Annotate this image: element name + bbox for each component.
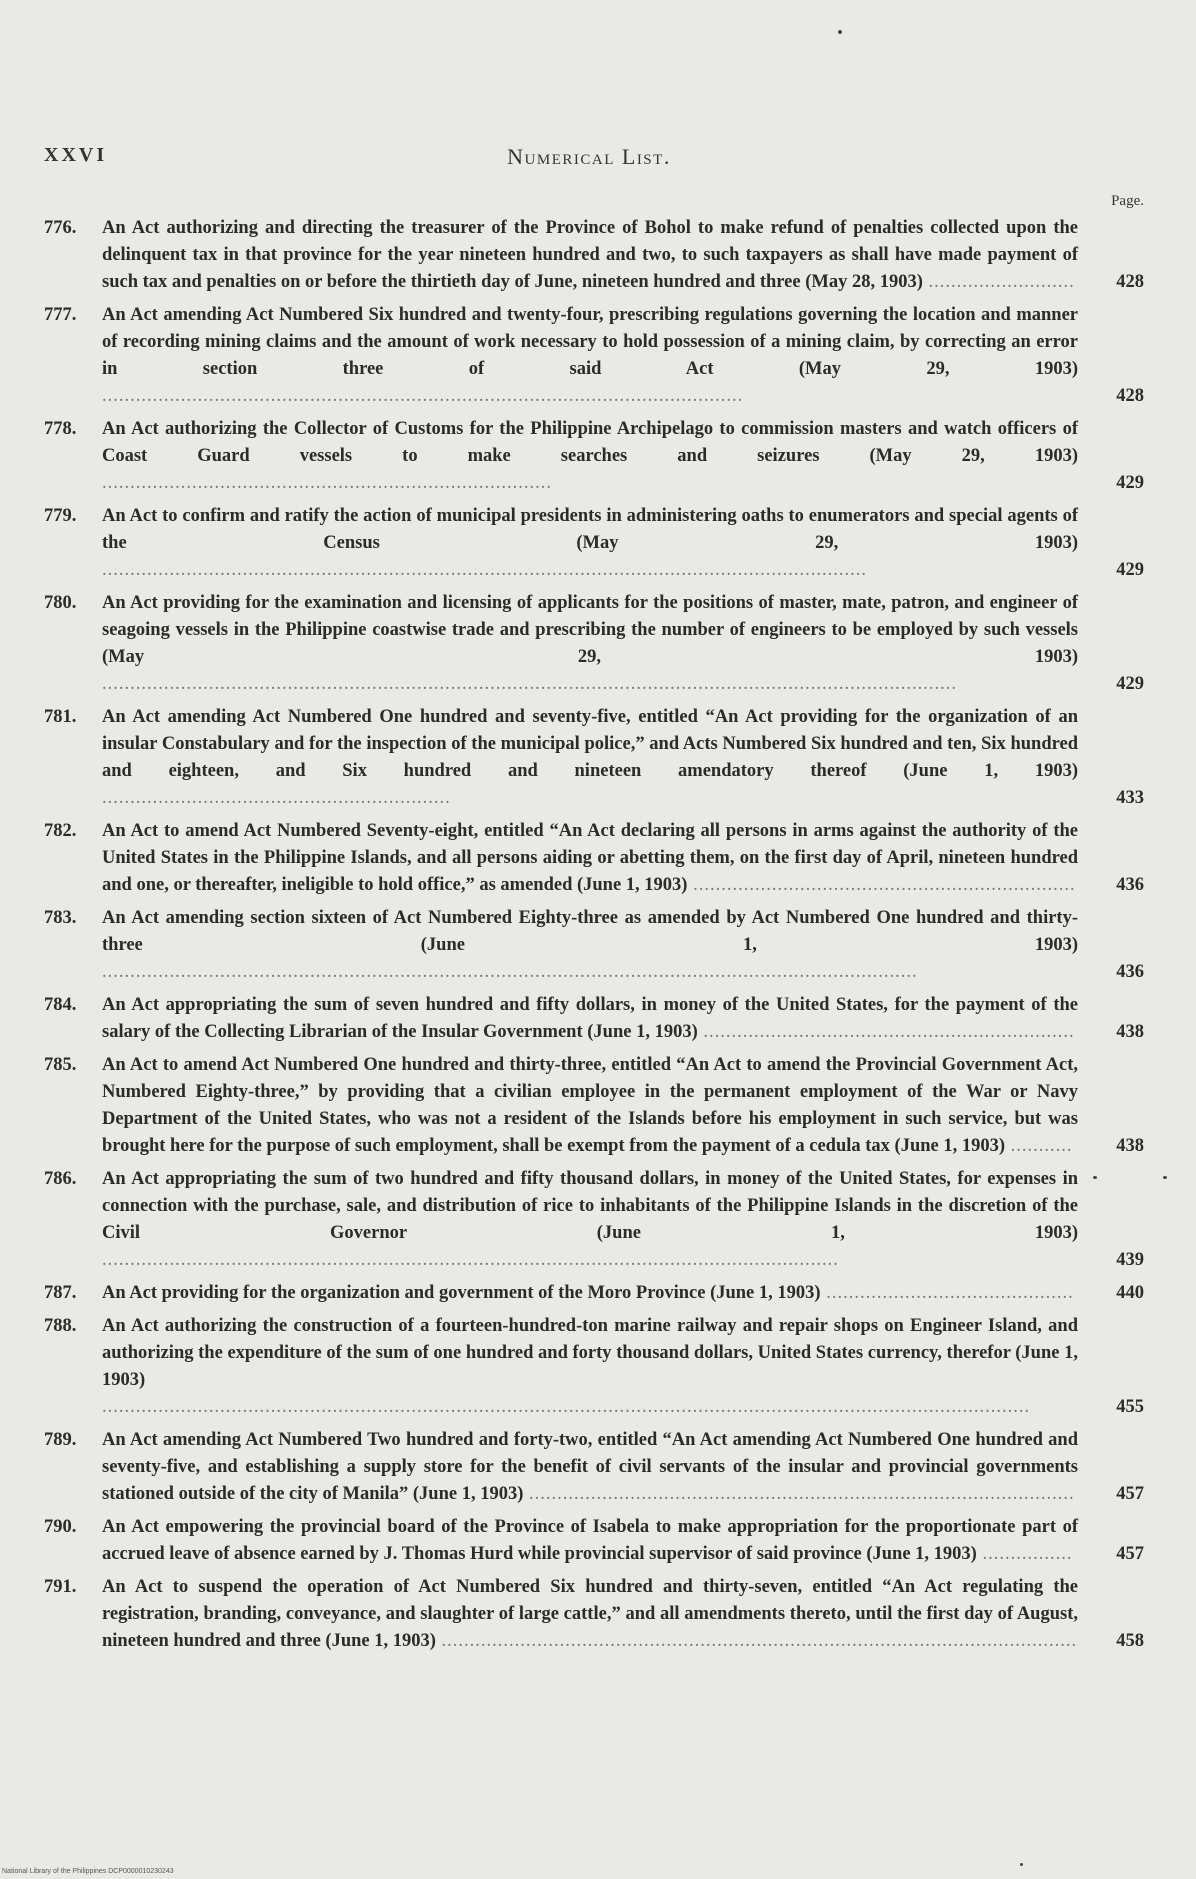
act-number: 778. <box>44 419 77 439</box>
act-number: 784. <box>44 995 77 1015</box>
page-column-label: Page. <box>1111 193 1144 209</box>
page-reference: 436 <box>1116 962 1144 982</box>
page-reference: 436 <box>1116 875 1144 895</box>
act-description <box>102 1514 1104 1568</box>
page-reference: 457 <box>1116 1544 1144 1564</box>
act-text: An Act amending Act Numbered One hundred and seventy-five, entitled “An Act providing for the organization of an insular Constabulary and for the inspection of the municipal police,” and Acts Numbered Six hundred and ten, Six hundred and eighteen, and Six hundred and nineteen amendatory thereof (June 1, 1903) <box>102 707 1078 781</box>
dot-leader: ................................................................................................................................................. <box>102 962 918 982</box>
print-speck <box>838 30 842 34</box>
page-reference: 438 <box>1116 1136 1144 1156</box>
dot-leader: ........... <box>1005 1136 1073 1156</box>
dot-leader: .......................... <box>922 272 1075 292</box>
act-number: 781. <box>44 707 77 727</box>
dot-leader: ..................................................................................................................................................................... <box>102 1397 1031 1417</box>
act-number: 785. <box>44 1055 77 1075</box>
act-number: 783. <box>44 908 77 928</box>
act-number: 779. <box>44 506 77 526</box>
act-description <box>102 1280 1104 1307</box>
act-text: An Act amending Act Numbered Six hundred and twenty-four, prescribing regulations governing the location and manner of recording mining claims and the amount of work necessary to hold possession of a mining claim, by correcting an error in section three of said Act (May 29, 1903) <box>102 305 1078 379</box>
act-text: An Act appropriating the sum of seven hundred and fifty dollars, in money of the United States, for the payment of the salary of the Collecting Librarian of the Insular Government (June 1, 1903) <box>102 995 1078 1042</box>
act-description <box>102 1313 1104 1421</box>
dot-leader: .............................................................. <box>102 788 451 808</box>
dot-leader: ................................................................................................................................... <box>102 1250 839 1270</box>
print-speck <box>1163 1176 1167 1179</box>
dot-leader: .................................................................. <box>697 1022 1075 1042</box>
footer-credit: National Library of the Philippines DCP0000010230243 <box>2 1868 174 1875</box>
list-item <box>44 1427 1144 1508</box>
page-reference: 440 <box>1116 1283 1144 1303</box>
act-description <box>102 818 1104 899</box>
page-reference: 439 <box>1116 1250 1144 1270</box>
dot-leader: .................................................................................................................. <box>102 386 744 406</box>
page-reference: 429 <box>1116 473 1144 493</box>
list-item <box>44 416 1144 497</box>
page-reference: 429 <box>1116 674 1144 694</box>
page-reference: 428 <box>1116 272 1144 292</box>
list-item <box>44 1280 1144 1307</box>
act-number: 776. <box>44 218 77 238</box>
act-description <box>102 215 1104 296</box>
act-number: 788. <box>44 1316 77 1336</box>
act-text: An Act to amend Act Numbered Seventy-eight, entitled “An Act declaring all persons in arms against the authority of the United States in the Philippine Islands, and all persons aiding or abetting them, on the first day of April, nineteen hundred and one, or thereafter, ineligible to hold office,” as amended (June 1, 1903) <box>102 821 1078 895</box>
dot-leader: ........................................................................................................................................ <box>102 560 867 580</box>
act-text: An Act amending section sixteen of Act Numbered Eighty-three as amended by Act Numbered One hundred and thirty-three (June 1, 1903) <box>102 908 1078 955</box>
list-item <box>44 302 1144 410</box>
act-number: 786. <box>44 1169 77 1189</box>
page-title: Numerical List. <box>507 144 671 169</box>
list-item <box>44 1574 1144 1655</box>
act-text: An Act empowering the provincial board of the Province of Isabela to make appropriation for the proportionate part of accrued leave of absence earned by J. Thomas Hurd while provincial supervisor of said province (June 1, 1903) <box>102 1517 1078 1564</box>
act-text: An Act to suspend the operation of Act Numbered Six hundred and thirty-seven, entitled “An Act regulating the registration, branding, conveyance, and slaughter of large cattle,” and all amendments thereto, until the first day of August, nineteen hundred and three (June 1, 1903) <box>102 1577 1078 1651</box>
act-text: An Act to amend Act Numbered One hundred and thirty-three, entitled “An Act to amend the Provincial Government Act, Numbered Eighty-three,” by providing that a civilian employee in the permanent employment of the War or Navy Department of the United States, who was not a resident of the Islands before his employment in such service, but was brought here for the purpose of such employment, shall be exempt from the payment of a cedula tax (June 1, 1903) <box>102 1055 1078 1156</box>
list-item <box>44 590 1144 698</box>
list-item <box>44 1514 1144 1568</box>
print-speck <box>1020 1863 1023 1866</box>
act-description <box>102 503 1104 584</box>
page-number-roman: XXVI <box>44 144 108 166</box>
act-description <box>102 1166 1104 1274</box>
list-item <box>44 1052 1144 1160</box>
list-item <box>44 503 1144 584</box>
dot-leader: ................................................................................................. <box>523 1484 1075 1504</box>
act-number: 787. <box>44 1283 77 1303</box>
act-description <box>102 416 1104 497</box>
act-text: An Act providing for the examination and licensing of applicants for the positions of master, mate, patron, and engineer of seagoing vessels in the Philippine coastwise trade and prescribing the number of engineers to be employed by such vessels (May 29, 1903) <box>102 593 1078 667</box>
act-text: An Act appropriating the sum of two hundred and fifty thousand dollars, in money of the United States, for expenses in connection with the purchase, sale, and distribution of rice to inhabitants of the Philippine Islands in the discretion of the Civil Governor (June 1, 1903) <box>102 1169 1078 1243</box>
page-reference: 457 <box>1116 1484 1144 1504</box>
page-reference: 433 <box>1116 788 1144 808</box>
act-text: An Act authorizing the Collector of Customs for the Philippine Archipelago to commission masters and watch officers of Coast Guard vessels to make searches and seizures (May 29, 1903) <box>102 419 1078 466</box>
act-description <box>102 302 1104 410</box>
print-speck <box>1093 1176 1097 1179</box>
list-item <box>44 818 1144 899</box>
dot-leader: ........................................................................................................................................................ <box>102 674 957 694</box>
dot-leader: ............................................ <box>820 1283 1074 1303</box>
act-description <box>102 590 1104 698</box>
dot-leader: .................................................................... <box>687 875 1076 895</box>
act-number: 789. <box>44 1430 77 1450</box>
list-item <box>44 1313 1144 1421</box>
act-text: An Act providing for the organization and government of the Moro Province (June 1, 1903) <box>102 1283 821 1303</box>
act-list <box>44 215 1144 1661</box>
act-description <box>102 1427 1104 1508</box>
act-description <box>102 1574 1104 1655</box>
act-description <box>102 905 1104 986</box>
act-description <box>102 704 1104 812</box>
act-text: An Act authorizing and directing the treasurer of the Province of Bohol to make refund of penalties collected upon the delinquent tax in that province for the year nineteen hundred and two, to such taxpayers as shall have made payment of such tax and penalties on or before the thirtieth day of June, nineteen hundred and three (May 28, 1903) <box>102 218 1078 292</box>
act-number: 782. <box>44 821 77 841</box>
act-text: An Act to confirm and ratify the action of municipal presidents in administering oaths to enumerators and special agents of the Census (May 29, 1903) <box>102 506 1078 553</box>
act-number: 791. <box>44 1577 77 1597</box>
act-number: 777. <box>44 305 77 325</box>
page-reference: 438 <box>1116 1022 1144 1042</box>
act-text: An Act authorizing the construction of a fourteen-hundred-ton marine railway and repair shops on Engineer Island, and authorizing the expenditure of the sum of one hundred and forty thousand dollars, United States currency, therefor (June 1, 1903) <box>102 1316 1078 1390</box>
dot-leader: ................................................................................ <box>102 473 552 493</box>
page-header <box>44 144 1134 174</box>
act-description <box>102 992 1104 1046</box>
act-description <box>102 1052 1104 1160</box>
list-item <box>44 905 1144 986</box>
act-number: 790. <box>44 1517 77 1537</box>
page-reference: 458 <box>1116 1631 1144 1651</box>
dot-leader: ................ <box>976 1544 1073 1564</box>
act-text: An Act amending Act Numbered Two hundred and forty-two, entitled “An Act amending Act Numbered One hundred and seventy-five, and establishing a supply store for the benefit of civil servants of the insular and provincial governments stationed outside of the city of Manila” (June 1, 1903) <box>102 1430 1078 1504</box>
act-number: 780. <box>44 593 77 613</box>
list-item <box>44 704 1144 812</box>
page-reference: 455 <box>1116 1397 1144 1417</box>
page-reference: 428 <box>1116 386 1144 406</box>
list-item <box>44 215 1144 296</box>
page-reference: 429 <box>1116 560 1144 580</box>
dot-leader: ................................................................................................................. <box>435 1631 1078 1651</box>
list-item <box>44 992 1144 1046</box>
list-item <box>44 1166 1144 1274</box>
